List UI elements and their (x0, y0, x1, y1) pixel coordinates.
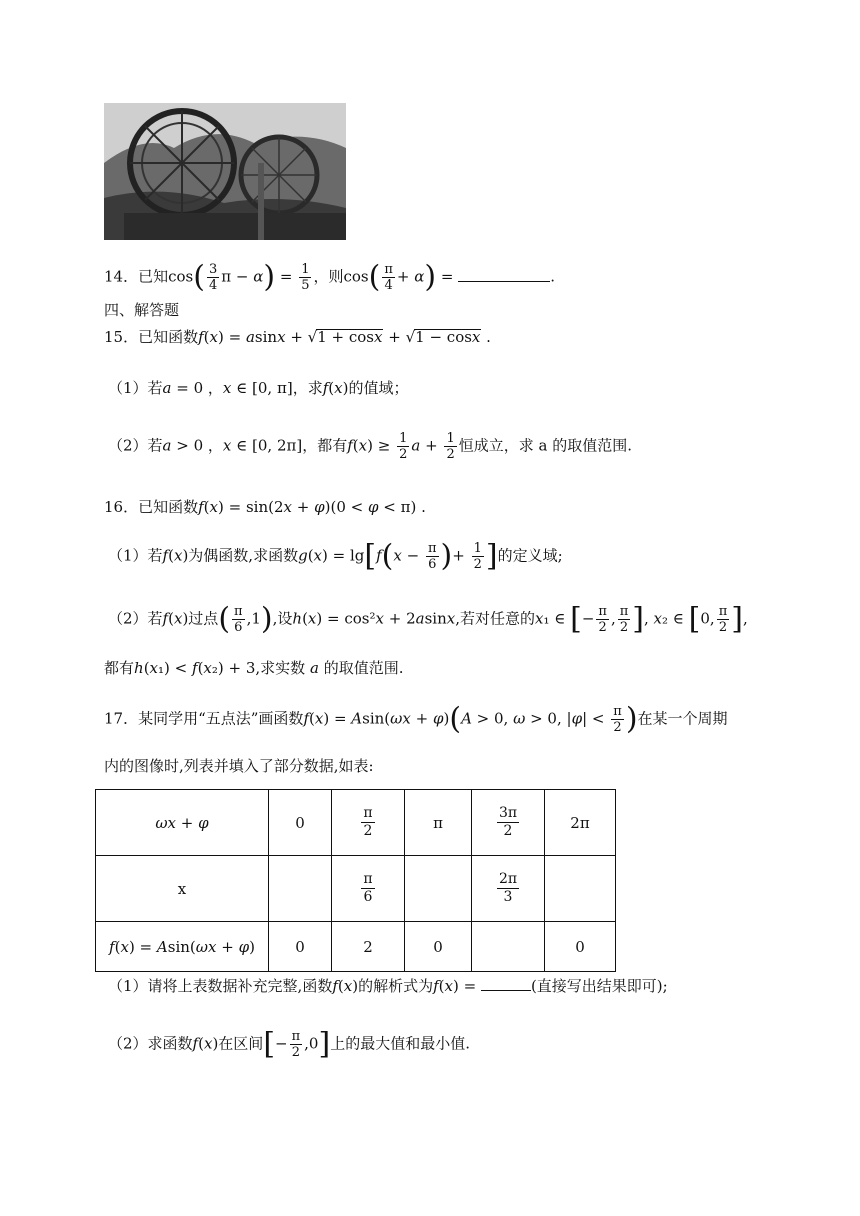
water-wheel-photo (104, 103, 346, 240)
q17-part1: （1）请将上表数据补充完整,函数f(x)的解析式为f(x) = (直接写出结果即可); (108, 977, 668, 995)
table-cell (545, 856, 616, 922)
question-17: 17．某同学用“五点法”画函数f(x) = Asin(ωx + φ)(A > 0, ω > 0, |φ| < $\frac{\pi}{2}$ )在某一个周期 (104, 701, 728, 737)
table-header-cell: f(x) = Asin(ωx + φ) (96, 922, 269, 972)
table-row (96, 790, 616, 856)
q14-given: 已知 (138, 267, 169, 286)
q15-part1: （1）若a = 0 ，x ∈ [0, π]，求f(x)的值域； (108, 379, 409, 397)
q16-part2: （2）若f(x)过点( $\frac{\pi}{6}$ ,1),设h(x) = cos²x + 2asinx,若对任意的x₁ ∈ [− $\frac{\pi}{2}$ , $\frac{\pi}{2}$ ], x₂ ∈ [0, $\frac{\pi}{2}$ ], (108, 601, 748, 637)
table-cell: 0 (405, 922, 472, 972)
table-cell: $\frac{\pi}{6}$ (332, 856, 405, 922)
q14-answer-blank (458, 281, 550, 282)
table-cell: 0 (269, 790, 332, 856)
table-cell: π (405, 790, 472, 856)
q14-number: 14． (104, 267, 139, 286)
q17-line2: 内的图像时,列表并填入了部分数据,如表: (104, 757, 374, 775)
q17-answer-blank (481, 990, 531, 991)
table-row (96, 922, 616, 972)
q16-part2-line2: 都有h(x₁) < f(x₂) + 3,求实数 a 的取值范围. (104, 659, 404, 677)
q16-part1: （1）若f(x)为偶函数,求函数g(x) = lg[f(x − $\frac{\pi}{6}$ )+ $\frac{1}{2}$ ]的定义域; (108, 538, 563, 574)
table-header-cell: ωx + φ (96, 790, 269, 856)
q14-then: ，则 (313, 267, 344, 286)
table-cell: 0 (269, 922, 332, 972)
five-point-table (95, 789, 616, 972)
table-cell: 0 (545, 922, 616, 972)
question-16: 16．已知函数f(x) = sin(2x + φ)(0 < φ < π) . (104, 498, 426, 516)
q15-part2: （2）若a > 0 ，x ∈ [0, 2π]，都有f(x) ≥ $\frac{1}{2}$ a + $\frac{1}{2}$ 恒成立，求 a 的取值范围. (108, 431, 632, 462)
section-heading: 四、解答题 (104, 301, 180, 319)
table-cell: $\frac{\pi}{2}$ (332, 790, 405, 856)
question-15: 15．已知函数f(x) = asinx + √1 + cosx + √1 − cosx . (104, 328, 491, 346)
table-cell: 2 (332, 922, 405, 972)
table-cell: 2π (545, 790, 616, 856)
table-row (96, 856, 616, 922)
table-cell (405, 856, 472, 922)
q17-part2: （2）求函数f(x)在区间[− $\frac{\pi}{2}$ ,0]上的最大值和最小值. (108, 1026, 470, 1062)
table-cell: $\frac{2\pi}{3}$ (472, 856, 545, 922)
table-cell (269, 856, 332, 922)
question-14: 14．已知cos( $\frac{3}{4}$ π − α) = $\frac{1}{5}$ ，则cos( $\frac{\pi}{4}$ + α) = . (104, 259, 555, 295)
table-cell: $\frac{3\pi}{2}$ (472, 790, 545, 856)
table-cell (472, 922, 545, 972)
table-header-cell: x (96, 856, 269, 922)
